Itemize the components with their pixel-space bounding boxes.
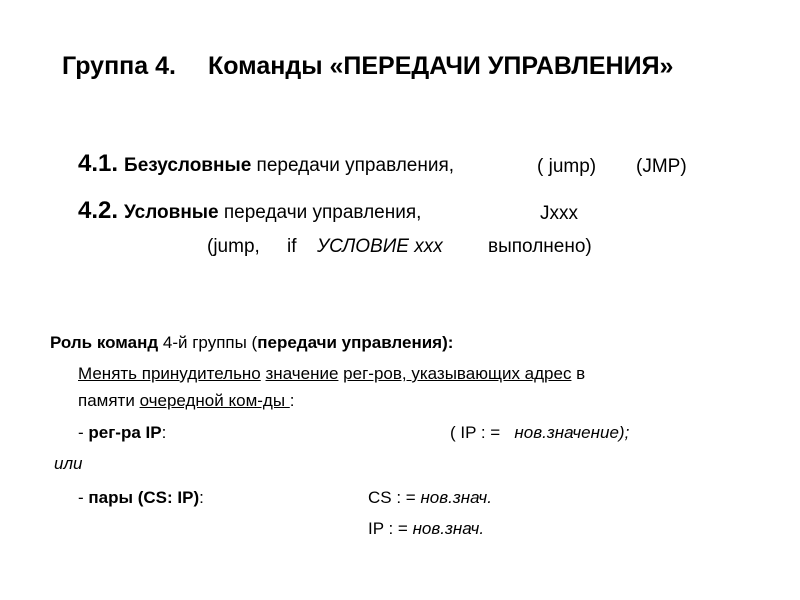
reg-bold: рег-ра IP	[88, 423, 162, 442]
pair-ip-formula	[368, 519, 484, 539]
title-commands: Команды «ПЕРЕДАЧИ УПРАВЛЕНИЯ»	[207, 52, 674, 80]
reg-formula-italic: нов.значение);	[514, 423, 630, 442]
role-bold2: передачи управления):	[257, 333, 454, 352]
item-4-2-done: выполнено)	[488, 236, 592, 257]
pair-cs-formula	[368, 488, 492, 508]
desc2-u2: ком-ды	[228, 391, 290, 410]
pair-ip: IP : =	[368, 519, 413, 538]
pair-colon: :	[199, 488, 204, 507]
role-bold1: Роль команд	[50, 333, 159, 352]
reg-colon: :	[161, 423, 167, 442]
reg-ip-formula	[450, 423, 629, 443]
item-4-2-jump: (jump,	[207, 236, 260, 257]
item-text: передачи управления,	[218, 202, 422, 223]
role-heading	[50, 333, 453, 353]
item-4-2-code1: Jxxx	[540, 203, 578, 224]
item-4-1	[78, 150, 454, 178]
desc-u2: значение	[265, 364, 339, 383]
desc-u3: рег-ров, указывающих адрес	[343, 364, 572, 383]
item-bold: Безусловные	[124, 155, 252, 176]
reg-formula: ( IP : =	[450, 423, 515, 442]
item-text: передачи управления,	[251, 155, 455, 176]
pair-line	[78, 488, 204, 508]
item-4-2-condition: УСЛОВИЕ xxx	[317, 236, 443, 257]
pair-cs-italic: нов.знач.	[420, 488, 492, 507]
item-4-2	[78, 197, 421, 225]
pair-dash: -	[78, 488, 89, 507]
title-group: Группа 4.	[62, 52, 176, 80]
role-desc-line1	[78, 364, 585, 384]
role-desc-line2	[78, 391, 295, 411]
slide-title	[62, 52, 673, 81]
pair-cs: CS : =	[368, 488, 421, 507]
item-bold: Условные	[124, 202, 219, 223]
reg-dash: -	[78, 423, 89, 442]
desc-u1: Менять принудительно	[78, 364, 261, 383]
reg-ip-line	[78, 423, 166, 443]
item-4-1-code1: ( jump)	[537, 156, 597, 177]
item-number: 4.1.	[78, 150, 119, 177]
desc2-u1: очередной	[139, 391, 229, 410]
desc-tail: в	[571, 364, 586, 383]
item-number: 4.2.	[78, 197, 119, 224]
desc2-tail: :	[289, 391, 295, 410]
or-text: или	[54, 454, 83, 473]
desc2-head: памяти	[78, 391, 140, 410]
item-4-2-if: if	[287, 236, 297, 257]
role-normal: 4-й группы (	[158, 333, 258, 352]
item-4-1-code2: (JMP)	[636, 156, 687, 177]
pair-ip-italic: нов.знач.	[412, 519, 485, 538]
pair-bold: пары (CS: IP)	[88, 488, 200, 507]
